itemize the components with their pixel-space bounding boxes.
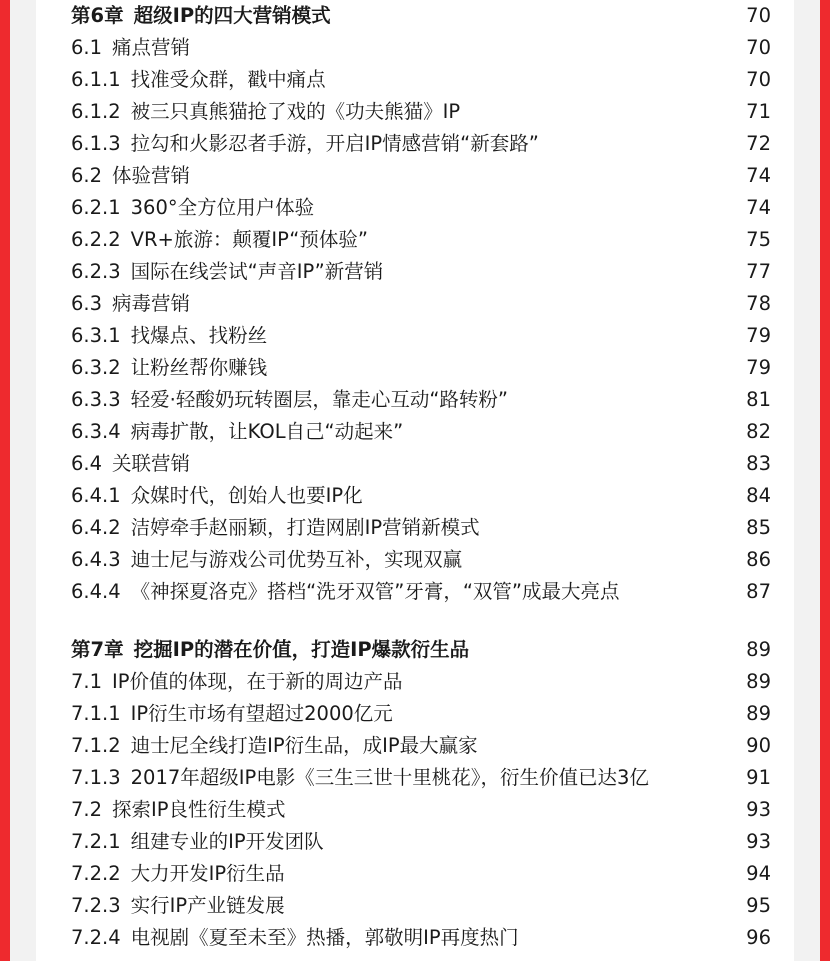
toc-entry[interactable]	[71, 826, 771, 858]
section-title: 轻爱·轻酸奶玩转圈层，靠走心互动“路转粉”	[130, 388, 509, 411]
page-number: 74	[746, 164, 771, 187]
section-number: 7.1.1	[71, 702, 121, 725]
page-number: 86	[746, 548, 771, 571]
toc-entry[interactable]	[71, 320, 771, 352]
toc-entry[interactable]	[71, 224, 771, 256]
toc-entry[interactable]	[71, 544, 771, 576]
section-number: 6.2	[71, 164, 103, 187]
toc-entry[interactable]	[71, 288, 771, 320]
section-title: 迪士尼与游戏公司优势互补，实现双赢	[130, 548, 463, 571]
page-number: 79	[746, 324, 771, 347]
section-title: 拉勾和火影忍者手游，开启IP情感营销“新套路”	[130, 132, 539, 155]
section-title: 关联营销	[112, 452, 191, 475]
page-number: 84	[746, 484, 771, 507]
section-title: VR+旅游：颠覆IP“预体验”	[130, 228, 368, 251]
page-number: 96	[746, 926, 771, 949]
chapter-number: 第7章	[71, 638, 124, 661]
left-red-border	[0, 0, 10, 961]
toc-entry[interactable]	[71, 890, 771, 922]
section-title: 大力开发IP衍生品	[130, 862, 285, 885]
table-of-contents	[71, 0, 771, 954]
section-title: 众媒时代，创始人也要IP化	[130, 484, 363, 507]
section-number: 6.4.4	[71, 580, 121, 603]
page-number: 89	[746, 638, 771, 661]
chapter-title: 超级IP的四大营销模式	[133, 4, 331, 27]
page-number: 72	[746, 132, 771, 155]
section-title: 360°全方位用户体验	[130, 196, 315, 219]
section-title: 实行IP产业链发展	[130, 894, 285, 917]
section-number: 6.4.3	[71, 548, 121, 571]
page-number: 77	[746, 260, 771, 283]
section-title: 探索IP良性衍生模式	[112, 798, 286, 821]
section-number: 6.1.1	[71, 68, 121, 91]
section-title: IP价值的体现，在于新的周边产品	[112, 670, 403, 693]
toc-entry[interactable]	[71, 698, 771, 730]
page-number: 75	[746, 228, 771, 251]
page-number: 95	[746, 894, 771, 917]
right-red-border	[820, 0, 830, 961]
toc-entry[interactable]	[71, 64, 771, 96]
section-number: 6.1.2	[71, 100, 121, 123]
chapter-title: 挖掘IP的潜在价值，打造IP爆款衍生品	[133, 638, 470, 661]
section-number: 6.1.3	[71, 132, 121, 155]
section-title: 迪士尼全线打造IP衍生品，成IP最大赢家	[130, 734, 478, 757]
section-number: 7.1.3	[71, 766, 121, 789]
section-number: 7.2.3	[71, 894, 121, 917]
page-number: 83	[746, 452, 771, 475]
toc-entry[interactable]	[71, 448, 771, 480]
page-number: 94	[746, 862, 771, 885]
page-number: 85	[746, 516, 771, 539]
section-title: 《神探夏洛克》搭档“洗牙双管”牙膏，“双管”成最大亮点	[130, 580, 620, 603]
page-number: 70	[746, 36, 771, 59]
page-number: 74	[746, 196, 771, 219]
section-title: 病毒营销	[112, 292, 191, 315]
section-title: 体验营销	[112, 164, 191, 187]
page-number: 89	[746, 702, 771, 725]
section-title: 病毒扩散，让KOL自己“动起来”	[130, 420, 404, 443]
toc-entry[interactable]	[71, 480, 771, 512]
section-title: IP衍生市场有望超过2000亿元	[130, 702, 393, 725]
toc-entry[interactable]	[71, 128, 771, 160]
chapter-6-entries	[71, 32, 771, 608]
section-number: 7.2.2	[71, 862, 121, 885]
page-number: 93	[746, 798, 771, 821]
section-number: 6.3.1	[71, 324, 121, 347]
section-title: 痛点营销	[112, 36, 191, 59]
section-number: 6.4.1	[71, 484, 121, 507]
page-number: 91	[746, 766, 771, 789]
toc-entry[interactable]	[71, 858, 771, 890]
chapter-spacer	[71, 608, 771, 634]
toc-sheet	[36, 0, 794, 961]
toc-entry[interactable]	[71, 32, 771, 64]
page-number: 78	[746, 292, 771, 315]
page-number: 70	[746, 68, 771, 91]
section-number: 6.4.2	[71, 516, 121, 539]
page-number: 79	[746, 356, 771, 379]
page-number: 71	[746, 100, 771, 123]
section-number: 6.3.2	[71, 356, 121, 379]
page-number: 89	[746, 670, 771, 693]
section-number: 7.2.4	[71, 926, 121, 949]
section-number: 6.3	[71, 292, 103, 315]
toc-entry[interactable]	[71, 96, 771, 128]
toc-entry[interactable]	[71, 160, 771, 192]
page-number: 81	[746, 388, 771, 411]
toc-entry[interactable]	[71, 416, 771, 448]
page-background	[10, 0, 820, 961]
section-number: 6.2.2	[71, 228, 121, 251]
toc-entry[interactable]	[71, 352, 771, 384]
page-number: 87	[746, 580, 771, 603]
toc-entry[interactable]	[71, 576, 771, 608]
section-number: 6.3.3	[71, 388, 121, 411]
section-number: 6.3.4	[71, 420, 121, 443]
page-number: 90	[746, 734, 771, 757]
page-number: 93	[746, 830, 771, 853]
chapter-heading[interactable]	[71, 0, 771, 32]
section-title: 找爆点、找粉丝	[130, 324, 268, 347]
toc-entry[interactable]	[71, 794, 771, 826]
chapter-number: 第6章	[71, 4, 124, 27]
section-number: 7.2.1	[71, 830, 121, 853]
toc-entry[interactable]	[71, 192, 771, 224]
toc-entry[interactable]	[71, 256, 771, 288]
section-title: 找准受众群，戳中痛点	[130, 68, 326, 91]
section-number: 6.2.3	[71, 260, 121, 283]
section-number: 7.1	[71, 670, 103, 693]
toc-entry[interactable]	[71, 922, 771, 954]
page-number: 82	[746, 420, 771, 443]
section-title: 国际在线尝试“声音IP”新营销	[130, 260, 384, 283]
toc-entry[interactable]	[71, 666, 771, 698]
section-number: 6.4	[71, 452, 103, 475]
toc-entry[interactable]	[71, 512, 771, 544]
section-title: 让粉丝帮你赚钱	[130, 356, 268, 379]
chapter-heading[interactable]	[71, 634, 771, 666]
section-title: 组建专业的IP开发团队	[130, 830, 324, 853]
section-number: 7.2	[71, 798, 103, 821]
toc-entry[interactable]	[71, 730, 771, 762]
section-number: 7.1.2	[71, 734, 121, 757]
section-number: 6.1	[71, 36, 103, 59]
page-number: 70	[746, 4, 771, 27]
section-title: 电视剧《夏至未至》热播，郭敬明IP再度热门	[130, 926, 519, 949]
toc-entry[interactable]	[71, 384, 771, 416]
section-title: 被三只真熊猫抢了戏的《功夫熊猫》IP	[130, 100, 461, 123]
chapter-7-entries	[71, 666, 771, 954]
section-number: 6.2.1	[71, 196, 121, 219]
toc-entry[interactable]	[71, 762, 771, 794]
section-title: 洁婷牵手赵丽颖，打造网剧IP营销新模式	[130, 516, 480, 539]
section-title: 2017年超级IP电影《三生三世十里桃花》，衍生价值已达3亿	[130, 766, 649, 789]
